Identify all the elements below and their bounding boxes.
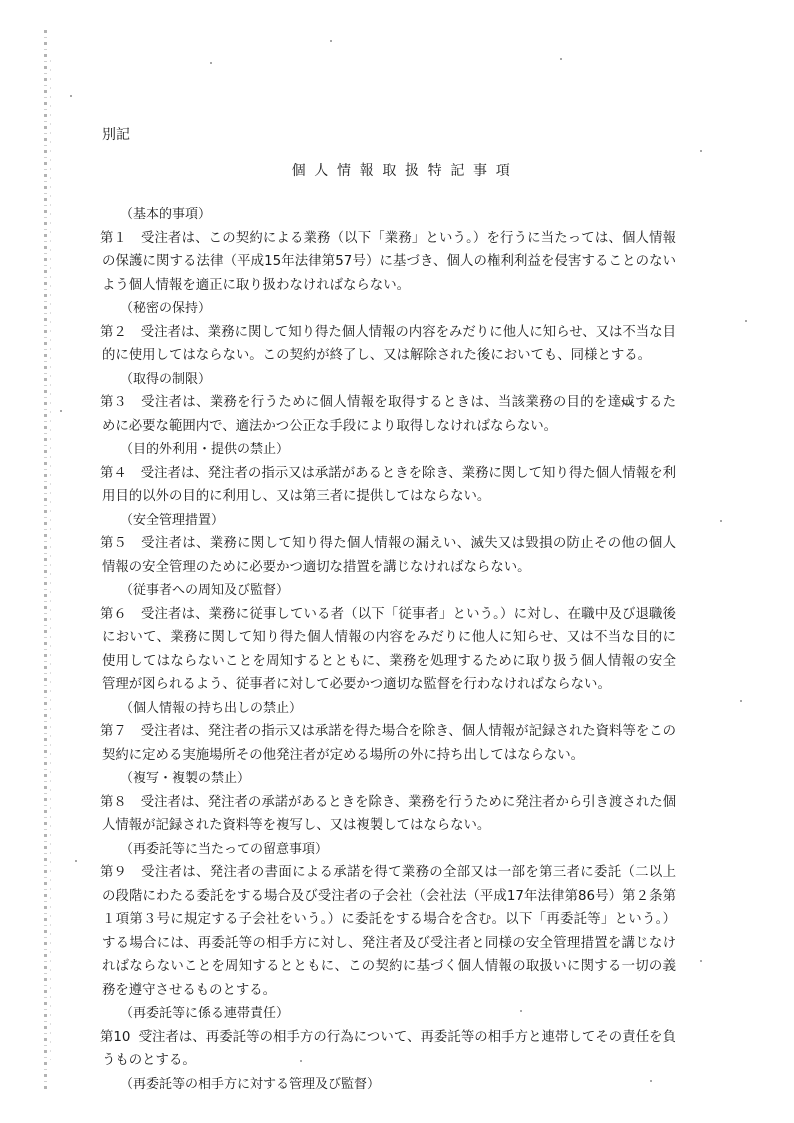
article-text: 受注者は、再委託等の相手方の行為について、再委託等の相手方と連帯してその責任を負うものとする。 [102, 1029, 676, 1068]
article-text: 受注者は、発注者の書面による承諾を得て業務の全部又は一部を第三者に委託（二以上の段階にわたる委託をする場合及び受注者の子会社（会社法（平成17年法律第86号）第２条第１項第３号に規定する子会社をいう。）に委託をする場合を含む。以下「再委託等」という。）する場合には、再委託等の相手方に対し、発注者及び受注者と同様の安全管理措置を講じなければならないことを周知するとともに、この契約に基づく個人情報の取扱いに関する一切の義務を遵守させるものとする。 [102, 865, 676, 998]
scan-speck [60, 410, 62, 412]
scan-speck [330, 40, 332, 42]
article-number: 第６ [100, 606, 127, 622]
article-6 [102, 603, 676, 697]
article-number: 第１ [100, 230, 127, 246]
section-heading: （安全管理措置） [120, 512, 225, 528]
scan-binding-edge-secondary [50, 60, 51, 1060]
article-number: 第３ [100, 395, 127, 410]
article-1 [102, 227, 676, 298]
article-text: 受注者は、業務に従事している者（以下「従事者」という。）に対し、在職中及び退職後において、業務に関して知り得た個人情報の内容をみだりに他人に知らせ、又は不当な目的に使用してはならないことを周知するとともに、業務を処理するために取り扱う個人情報の安全管理が図られるよう、従事者に対して必要かつ適切な監督を行わなければならない。 [102, 606, 676, 692]
section-heading: （再委託等に係る連帯責任） [120, 1006, 290, 1021]
handwritten-check-mark [620, 396, 636, 414]
scan-speck [70, 95, 72, 97]
document-body [102, 203, 676, 1096]
section-heading: （取得の制限） [120, 371, 212, 387]
scan-speck [560, 58, 562, 60]
article-5 [102, 532, 676, 579]
document-label: 別記 [102, 127, 130, 143]
section-heading: （秘密の保持） [120, 301, 212, 316]
article-number: 第２ [100, 324, 127, 340]
article-number: 第７ [100, 724, 127, 739]
scan-speck [740, 700, 742, 702]
section-heading: （複写・複製の禁止） [120, 771, 251, 786]
article-number: 第４ [100, 465, 127, 481]
scan-speck [75, 860, 77, 862]
section-heading: （従事者への周知及び監督） [120, 583, 290, 598]
article-9 [102, 861, 676, 1002]
article-number: 第８ [100, 794, 127, 810]
article-10 [102, 1026, 676, 1073]
scan-speck [210, 62, 212, 64]
document-title: 個人情報取扱特記事項 [291, 163, 519, 179]
article-text: 受注者は、業務に関して知り得た個人情報の内容をみだりに他人に知らせ、又は不当な目的に使用してはならない。この契約が終了し、又は解除された後においても、同様とする。 [102, 324, 676, 363]
section-heading-trailing: （再委託等の相手方に対する管理及び監督） [120, 1076, 381, 1092]
article-number: 第９ [100, 865, 127, 880]
article-3 [102, 391, 676, 438]
scan-speck [700, 150, 702, 152]
scan-binding-edge [44, 30, 47, 1090]
section-heading: （基本的事項） [120, 207, 212, 222]
article-7 [102, 720, 676, 767]
section-heading: （再委託等に当たっての留意事項） [120, 841, 329, 857]
article-4 [102, 462, 676, 509]
article-number: 第５ [100, 536, 127, 551]
scan-speck [700, 960, 702, 962]
article-8 [102, 791, 676, 838]
article-text: 受注者は、この契約による業務（以下「業務」という。）を行うに当たっては、個人情報の保護に関する法律（平成15年法律第57号）に基づき、個人の権利利益を侵害することのないよう個人情報を適正に取り扱わなければならない。 [102, 230, 676, 293]
article-text: 受注者は、発注者の指示又は承諾があるときを除き、業務に関して知り得た個人情報を利用目的以外の目的に利用し、又は第三者に提供してはならない。 [102, 465, 676, 504]
section-heading: （個人情報の持ち出しの禁止） [120, 700, 303, 716]
scan-speck [745, 320, 747, 322]
article-text: 受注者は、業務に関して知り得た個人情報の漏えい、滅失又は毀損の防止その他の個人情報の安全管理のために必要かつ適切な措置を講じなければならない。 [102, 536, 676, 575]
article-text: 受注者は、発注者の承諾があるときを除き、業務を行うために発注者から引き渡された個人情報が記録された資料等を複写し、又は複製してはならない。 [102, 794, 676, 833]
article-text: 受注者は、業務を行うために個人情報を取得するときは、当該業務の目的を達成するために必要な範囲内で、適法かつ公正な手段により取得しなければならない。 [102, 395, 676, 434]
article-text: 受注者は、発注者の指示又は承諾を得た場合を除き、個人情報が記録された資料等をこの契約に定める実施場所その他発注者が定める場所の外に持ち出してはならない。 [102, 724, 676, 763]
article-number: 第10 [100, 1029, 131, 1045]
article-2 [102, 321, 676, 368]
scan-speck [720, 520, 722, 522]
section-heading: （目的外利用・提供の禁止） [120, 442, 290, 457]
